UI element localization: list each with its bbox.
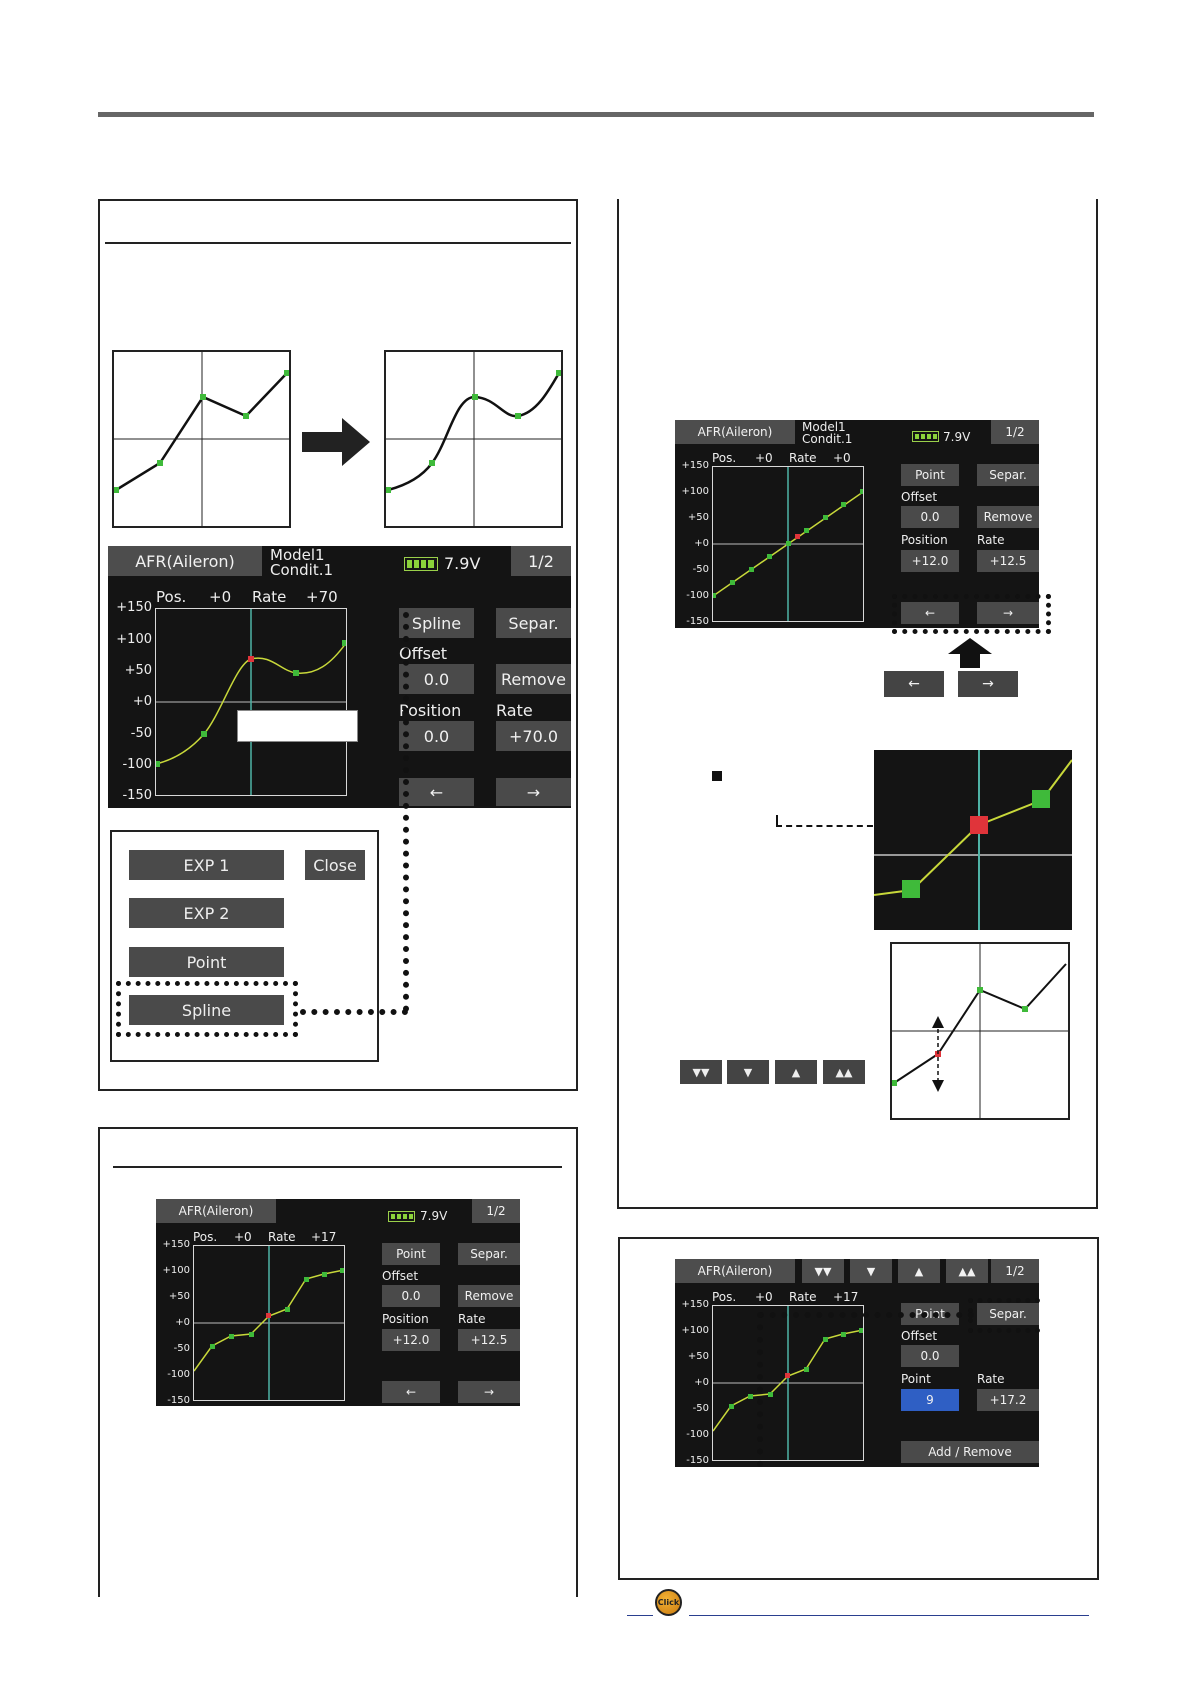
y-tick-label: +150 (116, 600, 152, 616)
y-tick-label: +100 (162, 1265, 190, 1276)
offset-label: Offset (901, 490, 938, 504)
y-tick-label: +50 (168, 1291, 190, 1302)
point-button[interactable]: Point (901, 464, 959, 486)
screen-title: AFR(Aileron) (675, 1259, 795, 1283)
down-fast-button[interactable]: ▼▼ (680, 1060, 722, 1084)
up-fast-button[interactable]: ▲▲ (946, 1259, 988, 1283)
guide-dots (757, 1312, 763, 1467)
dashed-leader (776, 815, 778, 825)
y-tick-label: +0 (694, 1377, 709, 1388)
offset-field[interactable]: 0.0 (901, 506, 959, 528)
menu-point[interactable]: Point (129, 947, 284, 977)
separ-button[interactable]: Separ. (977, 1303, 1039, 1325)
rate-adjust-diagram (890, 942, 1070, 1120)
condition-name: Condit.1 (270, 561, 334, 579)
spline-button[interactable]: Spline (399, 608, 474, 638)
page-indicator[interactable]: 1/2 (991, 420, 1039, 444)
point-curve-diagram (112, 350, 291, 528)
y-tick-label: -150 (167, 1395, 190, 1406)
curve-plot[interactable] (193, 1245, 345, 1401)
y-tick-label: -150 (122, 788, 152, 804)
down-button[interactable]: ▼ (850, 1259, 892, 1283)
battery-voltage: 7.9V (943, 430, 971, 444)
battery-voltage: 7.9V (444, 554, 481, 573)
y-tick-label: +50 (687, 512, 709, 523)
y-tick-label: +0 (694, 538, 709, 549)
screen-title: AFR(Aileron) (675, 420, 795, 444)
click-icon-label: Click (657, 1598, 680, 1607)
separ-button[interactable]: Separ. (458, 1243, 520, 1265)
model-name: Model1 (802, 420, 846, 434)
panel-a-title-rule (105, 242, 571, 244)
y-tick-label: +50 (124, 662, 152, 678)
y-tick-label: -100 (686, 1429, 709, 1440)
curve-plot[interactable] (712, 1305, 864, 1461)
position-label: Position (901, 533, 948, 547)
rate-field-label: Rate (977, 533, 1005, 547)
arrow-left-button[interactable]: ← (901, 602, 959, 624)
page-indicator[interactable]: 1/2 (472, 1199, 520, 1223)
y-tick-label: -100 (167, 1369, 190, 1380)
footer-rule (689, 1615, 1089, 1616)
menu-exp2[interactable]: EXP 2 (129, 898, 284, 928)
up-button[interactable]: ▲ (775, 1060, 817, 1084)
afr-screen-add-remove (675, 1259, 1039, 1467)
position-label: Position (382, 1312, 429, 1326)
arrow-left-button[interactable]: ← (382, 1381, 440, 1403)
connector-dots (403, 612, 409, 1012)
offset-field[interactable]: 0.0 (382, 1285, 440, 1307)
rate-value: +70 (306, 588, 338, 606)
y-tick-label: -100 (686, 590, 709, 601)
rate-value: +0 (833, 451, 851, 465)
y-tick-label: +100 (681, 486, 709, 497)
pos-value: +0 (234, 1230, 252, 1244)
position-label: Position (399, 701, 462, 720)
model-name: Model1 (270, 546, 325, 564)
rate-label: Rate (789, 451, 817, 465)
connector-dots (300, 1009, 408, 1015)
spline-curve-diagram (384, 350, 563, 528)
arrow-up-icon (948, 638, 992, 672)
separ-button[interactable]: Separ. (496, 608, 571, 638)
pos-label: Pos. (712, 1290, 737, 1304)
arrow-left-button-enlarged: ← (884, 671, 944, 697)
pos-value: +0 (209, 588, 232, 606)
position-field[interactable]: 0.0 (399, 721, 474, 751)
trim-button-bar (680, 1060, 865, 1084)
afr-screen-spline (108, 546, 571, 808)
y-tick-label: -150 (686, 1455, 709, 1466)
y-tick-label: -50 (692, 564, 709, 575)
battery-voltage: 7.9V (420, 1209, 448, 1223)
panel-b-title-rule (113, 1166, 562, 1168)
y-tick-label: -50 (692, 1403, 709, 1414)
spline-highlight (116, 981, 298, 1037)
remove-button[interactable]: Remove (496, 664, 571, 694)
arrow-right-icon (302, 418, 370, 470)
page-indicator[interactable]: 1/2 (991, 1259, 1039, 1283)
rate-label: Rate (789, 1290, 817, 1304)
offset-field[interactable]: 0.0 (399, 664, 474, 694)
up-fast-button[interactable]: ▲▲ (823, 1060, 865, 1084)
y-tick-label: +150 (162, 1239, 190, 1250)
rate-label: Rate (268, 1230, 296, 1244)
tooltip-box (237, 710, 358, 742)
pos-value: +0 (755, 1290, 773, 1304)
arrow-right-button-enlarged: → (958, 671, 1018, 697)
pos-label: Pos. (156, 588, 187, 606)
pos-value: +0 (755, 451, 773, 465)
point-field-label: Point (901, 1372, 931, 1386)
menu-spline[interactable]: Spline (129, 995, 284, 1025)
screen-title: AFR(Aileron) (108, 546, 262, 576)
down-fast-button[interactable]: ▼▼ (802, 1259, 844, 1283)
offset-field[interactable]: 0.0 (901, 1345, 959, 1367)
click-icon[interactable] (655, 1589, 682, 1616)
page-indicator[interactable]: 1/2 (511, 546, 571, 576)
offset-label: Offset (901, 1329, 938, 1343)
y-tick-label: +100 (116, 631, 152, 647)
square-bullet-icon (712, 771, 722, 781)
y-tick-label: -150 (686, 616, 709, 627)
pos-label: Pos. (193, 1230, 218, 1244)
menu-exp1[interactable]: EXP 1 (129, 850, 284, 880)
battery-icon (912, 431, 939, 442)
curve-plot[interactable] (155, 608, 347, 796)
header-rule (98, 112, 1094, 117)
y-tick-label: +0 (132, 694, 152, 710)
arrow-buttons-highlight (892, 594, 1051, 634)
y-tick-label: -100 (122, 756, 152, 772)
offset-label: Offset (382, 1269, 419, 1283)
rate-value: +17 (833, 1290, 859, 1304)
point-button[interactable]: Point (901, 1303, 959, 1325)
remove-button[interactable]: Remove (977, 506, 1039, 528)
separ-button[interactable]: Separ. (977, 464, 1039, 486)
y-tick-label: -50 (130, 725, 152, 741)
arrow-right-button[interactable]: → (458, 1381, 520, 1403)
up-button[interactable]: ▲ (898, 1259, 940, 1283)
y-tick-label: +150 (681, 460, 709, 471)
arrow-right-button[interactable]: → (496, 778, 571, 806)
rate-field[interactable]: +12.5 (977, 550, 1039, 572)
battery-icon (404, 557, 438, 571)
rate-field-label: Rate (458, 1312, 486, 1326)
point-number-field[interactable]: 9 (901, 1389, 959, 1411)
down-button[interactable]: ▼ (727, 1060, 769, 1084)
rate-value: +17 (311, 1230, 337, 1244)
rate-field[interactable]: +17.2 (977, 1389, 1039, 1411)
position-field[interactable]: +12.0 (382, 1329, 440, 1351)
rate-field-label: Rate (496, 701, 533, 720)
remove-button[interactable]: Remove (458, 1285, 520, 1307)
point-button[interactable]: Point (382, 1243, 440, 1265)
battery-icon (388, 1211, 415, 1222)
add-remove-button[interactable]: Add / Remove (901, 1441, 1039, 1463)
y-tick-label: +100 (681, 1325, 709, 1336)
menu-close[interactable]: Close (305, 850, 365, 880)
rate-label: Rate (252, 588, 287, 606)
y-tick-label: -50 (173, 1343, 190, 1354)
footer-rule-left (627, 1615, 653, 1616)
position-field[interactable]: +12.0 (901, 550, 959, 572)
screen-title: AFR(Aileron) (156, 1199, 276, 1223)
curve-plot[interactable] (712, 466, 864, 622)
arrow-right-button[interactable]: → (977, 602, 1039, 624)
separ-highlight (968, 1298, 1040, 1333)
pos-label: Pos. (712, 451, 737, 465)
y-tick-label: +50 (687, 1351, 709, 1362)
y-tick-label: +150 (681, 1299, 709, 1310)
afr-screen-point (156, 1199, 520, 1406)
rate-field[interactable]: +12.5 (458, 1329, 520, 1351)
rate-field[interactable]: +70.0 (496, 721, 571, 751)
guide-dots (758, 1312, 974, 1318)
arrow-left-button[interactable]: ← (399, 778, 474, 806)
point-zoom-view (874, 750, 1072, 930)
condition-name: Condit.1 (802, 432, 853, 446)
rate-field-label: Rate (977, 1372, 1005, 1386)
offset-label: Offset (399, 644, 448, 663)
y-tick-label: +0 (175, 1317, 190, 1328)
